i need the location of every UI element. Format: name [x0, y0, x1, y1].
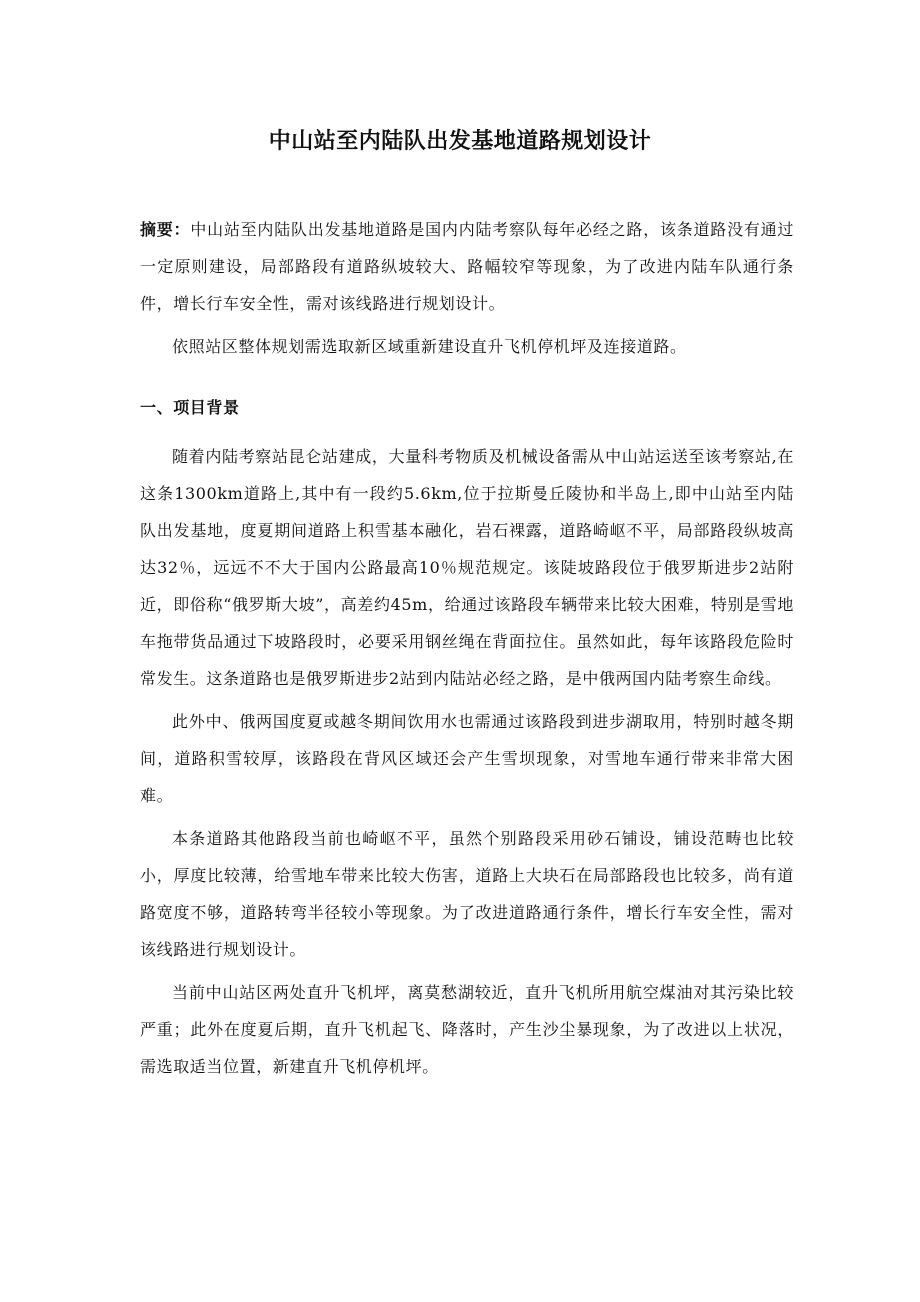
abstract-label: 摘要： [140, 220, 191, 239]
body-paragraph: 当前中山站区两处直升飞机坪，离莫愁湖较近，直升飞机所用航空煤油对其污染比较严重；此外在度夏后期，直升飞机起飞、降落时，产生沙尘暴现象，为了改进以上状况，需选取适当位置，新建直升飞机停机坪。 [140, 983, 794, 1076]
document-body [140, 211, 794, 1085]
abstract-paragraph [140, 211, 794, 322]
body-paragraph: 此外中、俄两国度夏或越冬期间饮用水也需通过该路段到进步湖取用，特别时越冬期间，道路积雪较厚，该路段在背风区域还会产生雪坝现象，对雪地车通行带来非常大困难。 [140, 712, 794, 805]
abstract-text: 中山站至内陆队出发基地道路是国内内陆考察队每年必经之路，该条道路没有通过一定原则建设，局部路段有道路纵坡较大、路幅较窄等现象，为了改进内陆车队通行条件，增长行车安全性，需对该线路进行规划设计。 [140, 220, 794, 313]
body-paragraph: 随着内陆考察站昆仑站建成，大量科考物质及机械设备需从中山站运送至该考察站,在这条1300km道路上,其中有一段约5.6km,位于拉斯曼丘陵协和半岛上,即中山站至内陆队出发基地，度夏期间道路上积雪基本融化，岩石裸露，道路崎岖不平，局部路段纵坡高达32％，远远不不大于国内公路最高10％规范规定。该陡坡路段位于俄罗斯进步2站附近，即俗称“俄罗斯大坡”，高差约45m，给通过该路段车辆带来比较大困难，特别是雪地车拖带货品通过下坡路段时，必要采用钢丝绳在背面拉住。虽然如此，每年该路段危险时常发生。这条道路也是俄罗斯进步2站到内陆站必经之路，是中俄两国内陆考察生命线。 [140, 447, 794, 688]
body-paragraph: 本条道路其他路段当前也崎岖不平，虽然个别路段采用砂石铺设，铺设范畴也比较小，厚度比较薄，给雪地车带来比较大伤害，道路上大块石在局部路段也比较多，尚有道路宽度不够，道路转弯半径较小等现象。为了改进道路通行条件，增长行车安全性，需对该线路进行规划设计。 [140, 829, 794, 959]
document-title: 中山站至内陆队出发基地道路规划设计 [268, 129, 652, 154]
section-heading-project-background: 一、项目背景 [140, 398, 240, 417]
intro-paragraph: 依照站区整体规划需选取新区域重新建设直升飞机停机坪及连接道路。 [172, 337, 687, 356]
